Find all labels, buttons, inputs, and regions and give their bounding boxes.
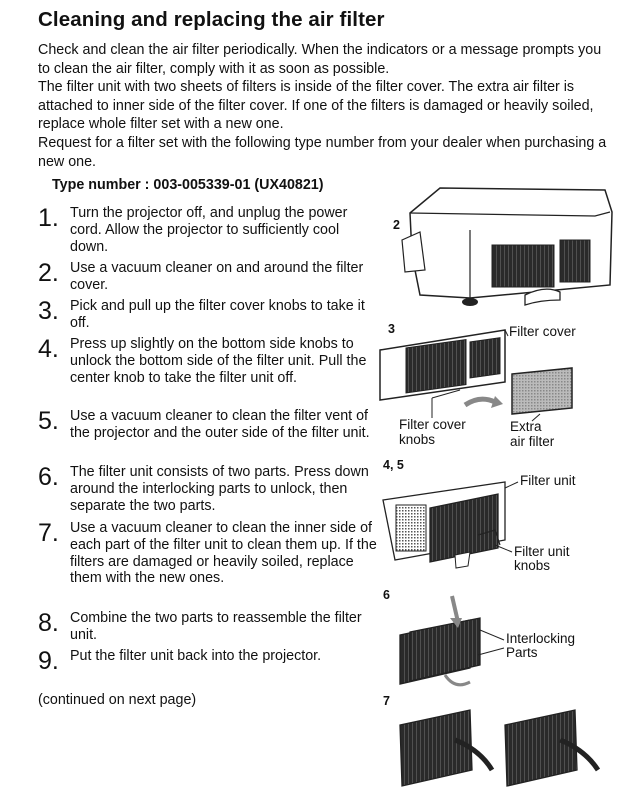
step-text: Use a vacuum cleaner to clean the inner side of each part of the filter unit to clean them up. If the filters are damaged or heavily soiled, replace them with the new ones. — [70, 520, 377, 587]
extra-air-filter-label: air filter — [510, 434, 555, 449]
filter-unit-knobs-label: Filter unit — [514, 544, 570, 559]
figure-4-5 — [383, 458, 576, 573]
intro-paragraph: The filter unit with two sheets of filters is inside of the filter cover. The extra air filter is attached to inner side of the filter cover. If one of the filters is damaged or heavily soiled, replace whole filter set with a new one. — [38, 79, 594, 133]
step-number: 3. — [38, 297, 59, 325]
callout-line — [480, 630, 504, 640]
figure-6 — [383, 588, 575, 685]
step-number: 5. — [38, 407, 59, 435]
filter-part-drawing — [400, 710, 492, 786]
figure-7 — [383, 694, 598, 786]
callout-line — [505, 482, 518, 488]
step-text: Press up slightly on the bottom side knobs to unlock the bottom side of the filter unit. Pull the center knob to take the filter unit off. — [70, 336, 367, 386]
projector-side-drawing — [380, 330, 505, 400]
step-text: Pick and pull up the filter cover knobs to take it off. — [70, 298, 365, 331]
step-text: Turn the projector off, and unplug the power cord. Allow the projector to sufficiently cool down. — [70, 205, 348, 255]
step-number: 8. — [38, 609, 59, 637]
step-text: Use a vacuum cleaner to clean the filter vent of the projector and the outer side of the filter unit. — [70, 408, 370, 441]
filter-part-drawing — [505, 710, 598, 786]
filter-cover-knobs-label: Filter cover — [399, 417, 466, 432]
step-number: 2. — [38, 259, 59, 287]
filter-removal-drawing — [383, 482, 505, 568]
filter-unit-knobs-label: knobs — [514, 558, 551, 573]
callout-line — [478, 648, 504, 655]
interlocking-parts-label: Interlocking — [506, 631, 576, 646]
extra-air-filter-label: Extra — [510, 419, 542, 434]
step-number: 6. — [38, 463, 59, 491]
step-text: Combine the two parts to reassemble the filter unit. — [70, 610, 362, 643]
intro-paragraph: Request for a filter set with the following type number from your dealer when purchasing a new one. — [38, 134, 607, 170]
step-number: 4. — [38, 335, 59, 363]
figure-3 — [380, 322, 576, 449]
continued-note: (continued on next page) — [38, 692, 197, 708]
type-number: Type number : 003-005339-01 (UX40821) — [52, 177, 324, 193]
intro-paragraph: Check and clean the air filter periodically. When the indicators or a message prompts you to clean the air filter, comply with it as soon as possible. — [38, 42, 602, 77]
step-text: The filter unit consists of two parts. Press down around the interlocking parts to unlock, then separate the two parts. — [70, 464, 369, 514]
filter-separation-drawing — [400, 596, 480, 685]
step-number: 7. — [38, 519, 59, 547]
extra-air-filter-drawing — [512, 368, 572, 414]
filter-unit-label: Filter unit — [520, 473, 576, 488]
projector-drawing — [402, 188, 612, 306]
figure-2-label: 2 — [393, 218, 400, 232]
figure-7-label: 7 — [383, 694, 390, 708]
arrow-icon — [445, 675, 470, 685]
filter-cover-knobs-label: knobs — [399, 432, 436, 447]
figure-6-label: 6 — [383, 588, 390, 602]
figure-3-label: 3 — [388, 322, 395, 336]
figure-4-5-label: 4, 5 — [383, 458, 404, 472]
interlocking-parts-label: Parts — [506, 645, 538, 660]
step-number: 9. — [38, 647, 59, 675]
step-number: 1. — [38, 204, 59, 232]
figure-2 — [393, 188, 612, 306]
step-text: Use a vacuum cleaner on and around the filter cover. — [70, 260, 364, 293]
page-title: Cleaning and replacing the air filter — [38, 8, 385, 31]
arrow-icon — [465, 399, 495, 405]
step-text: Put the filter unit back into the projector. — [70, 648, 322, 664]
filter-cover-label: Filter cover — [509, 324, 576, 339]
